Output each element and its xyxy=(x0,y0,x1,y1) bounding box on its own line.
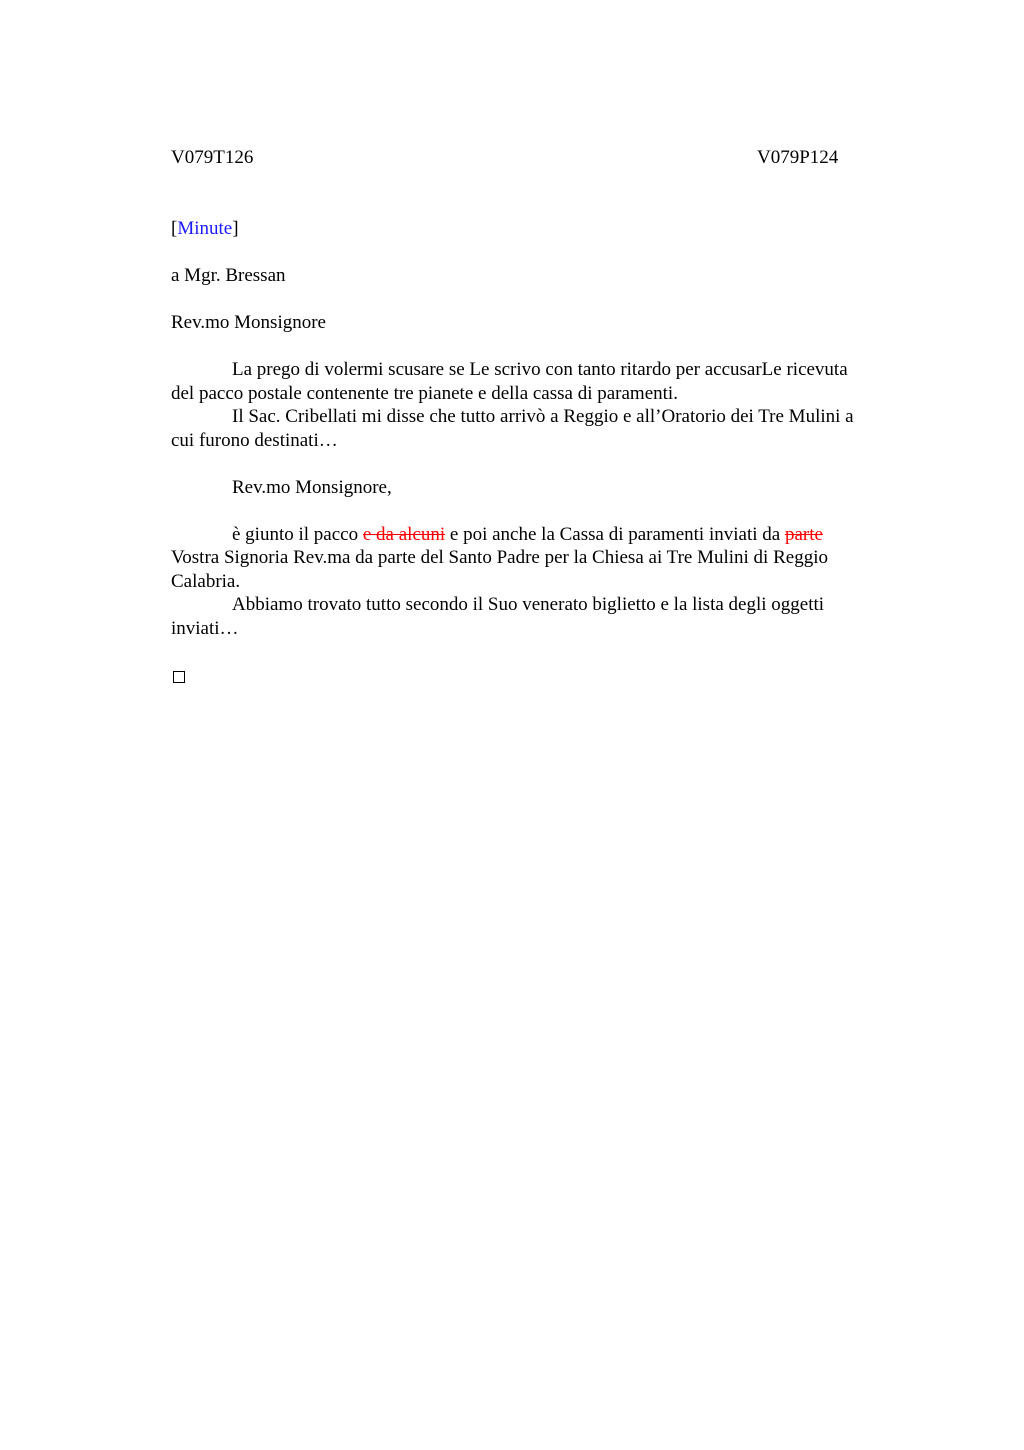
spacer xyxy=(171,241,911,265)
minute-link[interactable]: Minute xyxy=(177,218,233,239)
paragraph-2-line-2: cui furono destinati… xyxy=(171,429,338,451)
open-bracket: [ xyxy=(171,218,178,239)
letter-body xyxy=(171,217,911,687)
checkbox-line xyxy=(171,664,911,688)
deleted-text: parte xyxy=(784,523,823,545)
paragraph-1-line-1-text: La prego di volermi scusare se Le scrivo con tanto ritardo per accusarLe ricevuta xyxy=(232,359,848,380)
paragraph-4-line-1: Abbiamo trovato tutto secondo il Suo venerato biglietto e la lista degli oggetti xyxy=(232,594,825,615)
minute-line xyxy=(171,217,911,241)
salutation-first: Rev.mo Monsignore xyxy=(171,312,326,333)
close-bracket: ] xyxy=(232,218,239,239)
paragraph-2-line-1-text: Il Sac. Cribellati mi disse che tutto arrivò a Reggio e all’Oratorio dei Tre Mulini a xyxy=(232,406,854,427)
spacer xyxy=(171,288,911,312)
paragraph-3-line-1 xyxy=(171,523,911,547)
paragraph-1-line-1 xyxy=(171,358,911,382)
paragraph-3-start: è giunto il pacco xyxy=(232,523,359,545)
salutation-second: Rev.mo Monsignore, xyxy=(232,476,392,498)
document-code-right: V079P124 xyxy=(757,147,839,168)
spacer xyxy=(171,452,911,476)
paragraph-4-line-2: inviati… xyxy=(171,617,239,639)
document-code-left: V079T126 xyxy=(171,147,254,168)
recipient: a Mgr. Bressan xyxy=(171,265,286,286)
spacer xyxy=(171,640,911,664)
paragraph-2-line-1 xyxy=(171,405,911,429)
spacer xyxy=(171,499,911,523)
paragraph-1-line-2: del pacco postale contenente tre pianete e della cassa di paramenti. xyxy=(171,382,678,404)
paragraph-3-line-3: Calabria. xyxy=(171,570,241,592)
paragraph-3-middle: e poi anche la Cassa di paramenti inviati da xyxy=(449,523,781,545)
paragraph-3-line-2: Vostra Signoria Rev.ma da parte del Santo Padre per la Chiesa ai Tre Mulini di Reggio xyxy=(171,547,828,568)
spacer xyxy=(171,335,911,359)
deleted-text: e da alcuni xyxy=(362,523,446,545)
checkbox-icon[interactable] xyxy=(173,671,185,683)
